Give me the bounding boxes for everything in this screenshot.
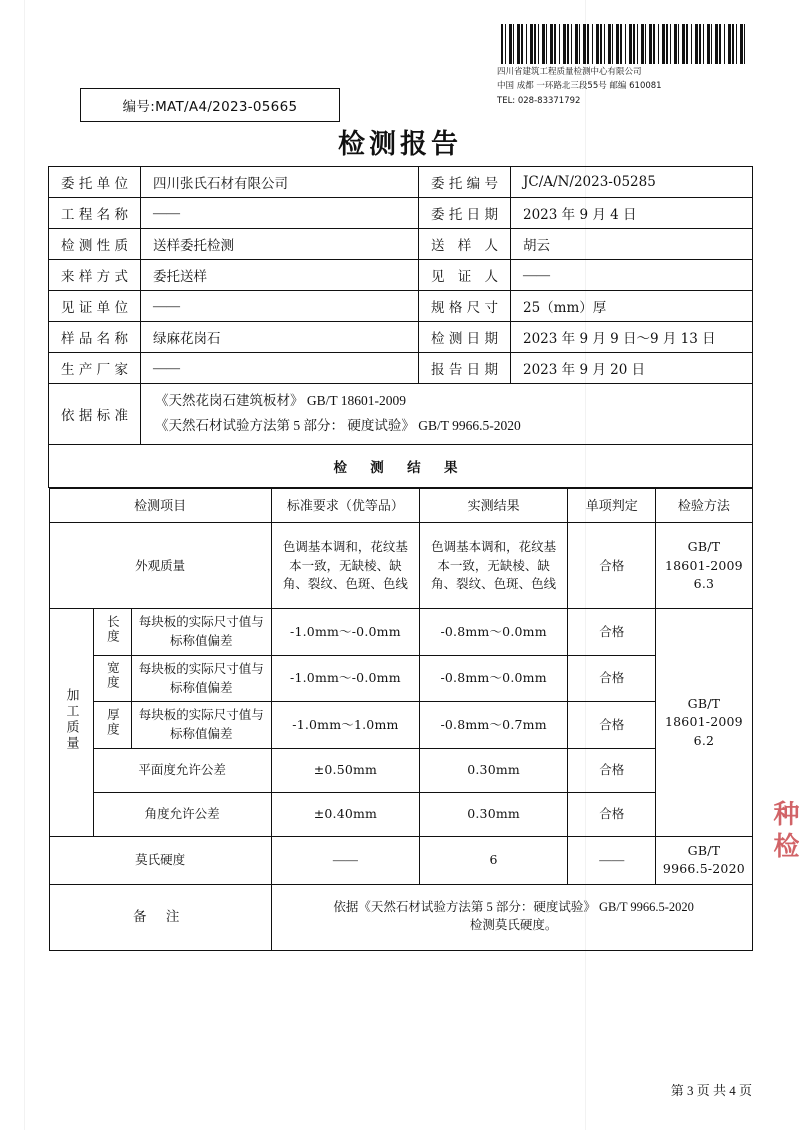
- company-phone-line: TEL: 028-83371792: [497, 95, 581, 106]
- label-witness-unit: 见证单位: [49, 291, 141, 322]
- table-row: [49, 167, 753, 198]
- label-sample-submitter: 送 样 人: [419, 229, 511, 260]
- barcode-block: [497, 24, 772, 107]
- value-witness: ——: [511, 260, 753, 291]
- table-row: [49, 260, 753, 291]
- results-header-verdict: 单项判定: [568, 488, 656, 523]
- value-sample-name: 绿麻花岗石: [141, 322, 419, 353]
- table-row-hardness: [49, 836, 752, 884]
- value-basis-standard: [141, 384, 753, 445]
- hardness-verdict: ——: [568, 836, 656, 884]
- appearance-method: [656, 523, 752, 609]
- label-basis-standard: 依据标准: [49, 384, 141, 445]
- note-content: [271, 884, 752, 950]
- label-manufacturer: 生产厂家: [49, 353, 141, 384]
- results-header-row: [49, 488, 752, 523]
- table-row-appearance: [49, 523, 752, 609]
- table-row: [49, 229, 753, 260]
- value-commission-no: JC/A/N/2023-05285: [511, 167, 753, 198]
- appearance-item-name: 外观质量: [49, 523, 271, 609]
- page-footer: [0, 1080, 752, 1099]
- label-sample-name: 样品名称: [49, 322, 141, 353]
- basis-standard-line-2: 《天然石材试验方法第 5 部分： 硬度试验》 GB/T 9966.5-2020: [155, 417, 521, 433]
- table-row-process-length: [49, 609, 752, 656]
- label-test-date: 检测日期: [419, 322, 511, 353]
- company-address-line-1: 四川省建筑工程质量检测中心有限公司: [497, 67, 642, 77]
- hardness-measured: 6: [420, 836, 568, 884]
- appearance-method-line2: 18601-2009: [665, 557, 743, 573]
- label-specification: 规格尺寸: [419, 291, 511, 322]
- red-stamp-fragment: 种检: [770, 800, 799, 864]
- report-number-box: [80, 88, 340, 122]
- results-header-standard: 标准要求（优等品）: [271, 488, 419, 523]
- label-client: 委托单位: [49, 167, 141, 198]
- table-row-note: [49, 884, 752, 950]
- value-manufacturer: ——: [141, 353, 419, 384]
- hardness-standard: ——: [271, 836, 419, 884]
- company-address-line-2: 中国 成都 一环路北三段55号 邮编 610081: [497, 81, 662, 92]
- hardness-method-line1: GB/T: [687, 842, 721, 858]
- process-standard-thickness: -1.0mm～1.0mm: [271, 702, 419, 749]
- results-header-method: 检验方法: [656, 488, 752, 523]
- label-project-name: 工程名称: [49, 198, 141, 229]
- table-row: [49, 353, 753, 384]
- paper-fold-line-left: [24, 0, 25, 1130]
- process-measured-width: -0.8mm～0.0mm: [420, 655, 568, 702]
- label-report-date: 报告日期: [419, 353, 511, 384]
- appearance-method-line1: GB/T: [687, 538, 721, 554]
- value-test-nature: 送样委托检测: [141, 229, 419, 260]
- label-sampling-method: 来样方式: [49, 260, 141, 291]
- process-method-line1: GB/T: [687, 695, 721, 711]
- value-commission-date: 2023 年 9 月 4 日: [511, 198, 753, 229]
- process-verdict-angle: 合格: [568, 792, 656, 836]
- table-row: [49, 198, 753, 229]
- value-sampling-method: 委托送样: [141, 260, 419, 291]
- table-row: [49, 384, 753, 445]
- process-standard-flatness: ±0.50mm: [271, 748, 419, 792]
- results-header-item: 检测项目: [49, 488, 271, 523]
- process-quality-group-text: 加工质量: [64, 687, 80, 752]
- page-number-text: 第 3 页 共 4 页: [670, 1083, 752, 1098]
- appearance-method-line3: 6.3: [693, 576, 715, 592]
- hardness-method-line2: 9966.5-2020: [662, 861, 745, 877]
- table-row-process-flatness: [49, 748, 752, 792]
- appearance-measured: 色调基本调和，花纹基本一致，无缺棱、缺角、裂纹、色斑、色线: [420, 523, 568, 609]
- process-sub-width: [93, 655, 131, 702]
- process-method: [656, 609, 752, 837]
- table-row-process-thickness: [49, 702, 752, 749]
- process-standard-width: -1.0mm～-0.0mm: [271, 655, 419, 702]
- results-table: [49, 488, 753, 951]
- results-header-measured: 实测结果: [420, 488, 568, 523]
- process-sub-width-text: 宽度: [105, 661, 120, 691]
- report-main-table: [48, 166, 753, 951]
- table-row: [49, 291, 753, 322]
- process-item-angle: 角度允许公差: [93, 792, 271, 836]
- label-test-nature: 检测性质: [49, 229, 141, 260]
- process-verdict-thickness: 合格: [568, 702, 656, 749]
- process-verdict-length: 合格: [568, 609, 656, 656]
- report-number-text: 编号:MAT/A4/2023-05665: [122, 99, 298, 115]
- note-label-text: 备 注: [132, 909, 188, 925]
- label-witness: 见 证 人: [419, 260, 511, 291]
- label-commission-no: 委托编号: [419, 167, 511, 198]
- value-test-date: 2023 年 9 月 9 日～9 月 13 日: [511, 322, 753, 353]
- note-label: [49, 884, 271, 950]
- value-witness-unit: ——: [141, 291, 419, 322]
- appearance-verdict: 合格: [568, 523, 656, 609]
- appearance-standard: 色调基本调和，花纹基本一致，无缺棱、缺角、裂纹、色斑、色线: [271, 523, 419, 609]
- hardness-method: [656, 836, 752, 884]
- process-sub-length-text: 长度: [105, 614, 120, 644]
- note-line-2: 检测莫氏硬度。: [469, 918, 558, 933]
- table-row: [49, 322, 753, 353]
- process-sub-length: [93, 609, 131, 656]
- label-commission-date: 委托日期: [419, 198, 511, 229]
- process-sub-thickness-text: 厚度: [105, 707, 120, 737]
- process-verdict-width: 合格: [568, 655, 656, 702]
- process-sub-thickness: [93, 702, 131, 749]
- process-standard-angle: ±0.40mm: [271, 792, 419, 836]
- hardness-item: 莫氏硬度: [49, 836, 271, 884]
- process-item-length: 每块板的实际尺寸值与标称值偏差: [131, 609, 271, 656]
- process-item-width: 每块板的实际尺寸值与标称值偏差: [131, 655, 271, 702]
- barcode-image: [501, 24, 746, 64]
- process-measured-angle: 0.30mm: [420, 792, 568, 836]
- note-line-1: 依据《天然石材试验方法第 5 部分：硬度试验》 GB/T 9966.5-2020: [333, 899, 694, 914]
- process-item-flatness: 平面度允许公差: [93, 748, 271, 792]
- results-section-title: 检 测 结 果: [49, 444, 753, 487]
- process-measured-thickness: -0.8mm～0.7mm: [420, 702, 568, 749]
- process-quality-group-label: [49, 609, 93, 837]
- process-measured-flatness: 0.30mm: [420, 748, 568, 792]
- table-row: [49, 487, 753, 951]
- value-project-name: ——: [141, 198, 419, 229]
- process-method-line2: 18601-2009: [665, 714, 743, 730]
- basis-standard-line-1: 《天然花岗石建筑板材》 GB/T 18601-2009: [155, 393, 407, 408]
- value-specification: 25（mm）厚: [511, 291, 753, 322]
- process-verdict-flatness: 合格: [568, 748, 656, 792]
- table-row-process-angle: [49, 792, 752, 836]
- value-sample-submitter: 胡云: [511, 229, 753, 260]
- table-row: [49, 444, 753, 487]
- value-report-date: 2023 年 9 月 20 日: [511, 353, 753, 384]
- process-measured-length: -0.8mm～0.0mm: [420, 609, 568, 656]
- process-standard-length: -1.0mm～-0.0mm: [271, 609, 419, 656]
- value-client: 四川张氏石材有限公司: [141, 167, 419, 198]
- table-row-process-width: [49, 655, 752, 702]
- process-method-line3: 6.2: [693, 733, 715, 749]
- process-item-thickness: 每块板的实际尺寸值与标称值偏差: [131, 702, 271, 749]
- page-title: 检测报告: [338, 129, 462, 159]
